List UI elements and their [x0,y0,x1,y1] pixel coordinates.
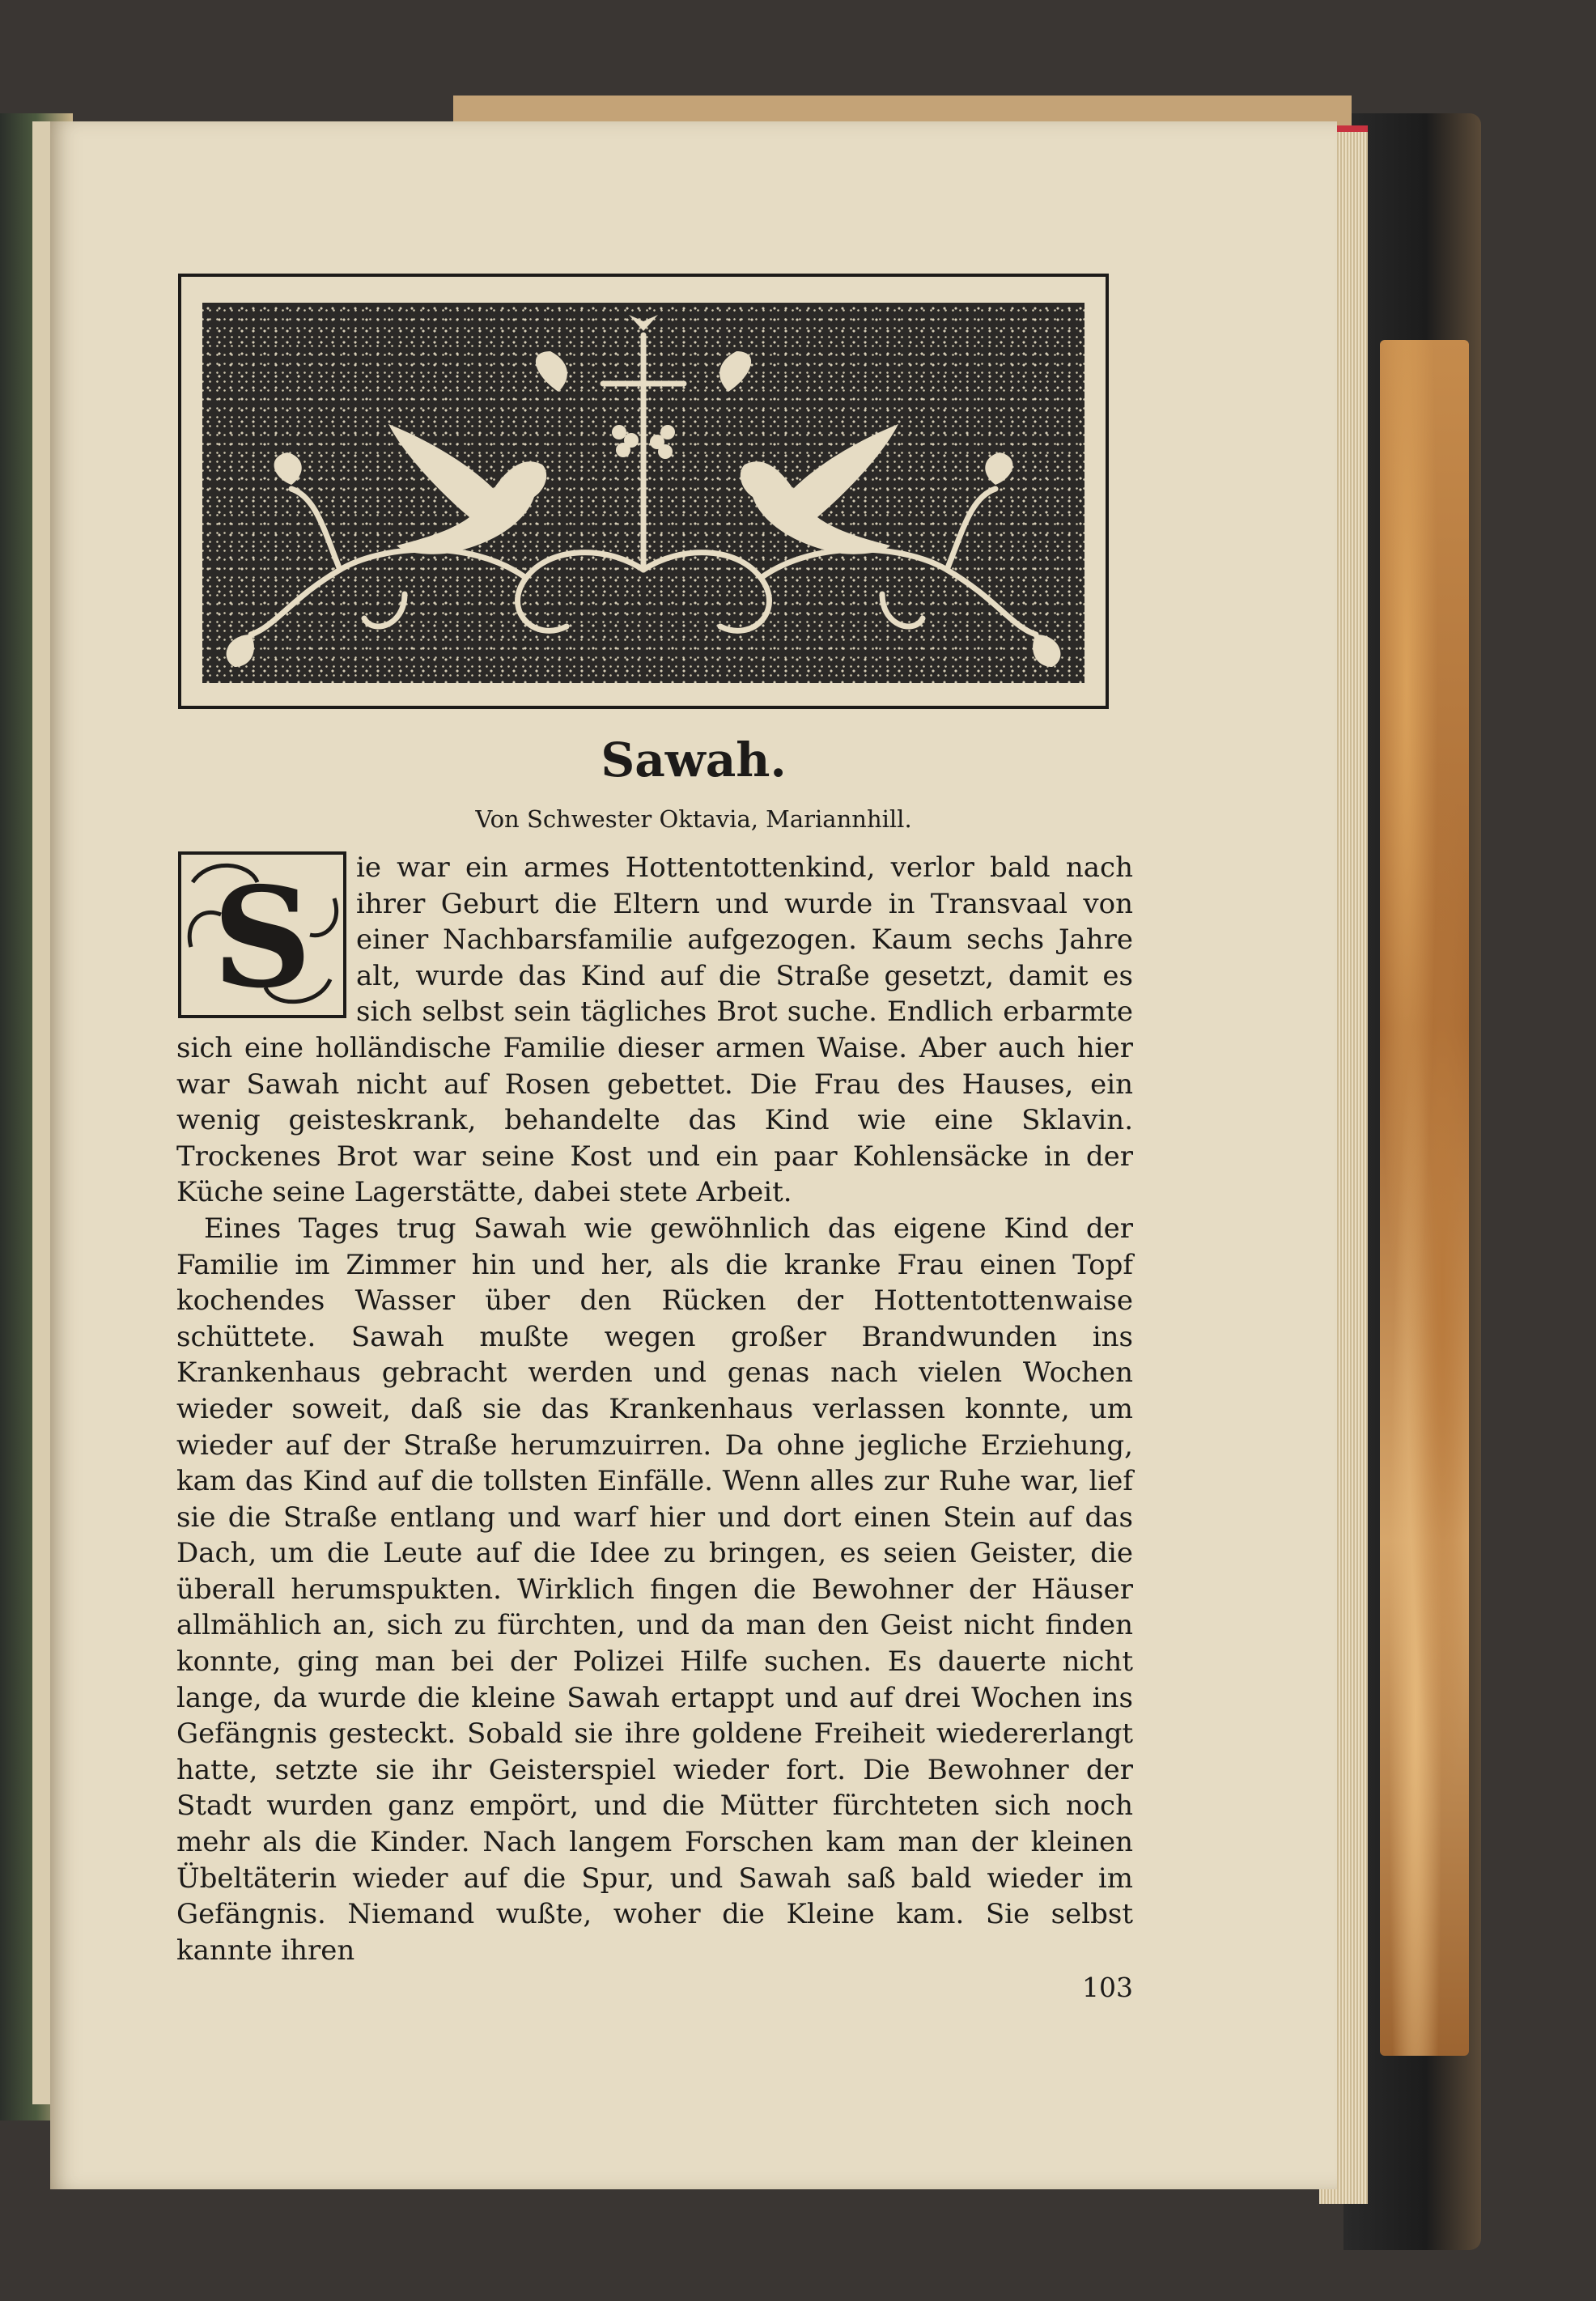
doves-and-cross-ornament [202,303,1085,683]
article-body [176,850,1133,1968]
marbled-cover [1380,340,1469,2056]
article-byline: Von Schwester Oktavia, Mariannhill. [475,805,912,833]
drop-cap-ornament [176,850,356,1020]
article-title: Sawah. [601,732,787,788]
paragraph-2: Eines Tages trug Sawah wie gewöhnlich das eigene Kind der Familie im Zimmer hin und her, als die kranke Frau einen Topf kochendes Wasser über den Rücken der Hottentottenwaise schüttete. Sawah mußte wegen großer Brandwunden ins Krankenhaus gebracht werden und genas nach vielen Wochen wieder soweit, daß sie das Krankenhaus verlassen konnte, um wieder auf der Straße herumzuirren. Da ohne jegliche Erziehung, kam das Kind auf die tollsten Einfälle. Wenn alles zur Ruhe war, lief sie die Straße entlang und warf hier und dort einen Stein auf das Dach, um die Leute auf die Idee zu bringen, es seien Geister, die überall herumspukten. Wirklich fingen die Bewohner der Häuser allmählich an, sich zu fürchten, und da man den Geist nicht finden konnte, ging man bei der Polizei Hilfe suchen. Es dauerte nicht lange, da wurde die kleine Sawah ertappt und auf drei Wochen ins Gefängnis gesteckt. Sobald sie ihre goldene Freiheit wiedererlangt hatte, setzte sie ihr Geisterspiel wieder fort. Die Bewohner der Stadt wurden ganz empört, und die Mütter fürchteten sich noch mehr als die Kinder. Nach langem Forschen kam man der kleinen Übeltäterin wieder auf die Spur, und Sawah saß bald wieder im Gefängnis. Niemand wußte, woher die Kleine kam. Sie selbst kannte ihren [176,1212,1133,1967]
illuminated-letter [176,850,348,1020]
paragraph-1: ie war ein armes Hottentottenkind, verlor bald nach ihrer Geburt die Eltern und wurde in Transvaal von einer Nachbarsfamilie aufgezogen. Kaum sechs Jahre alt, wurde das Kind auf die Straße gesetzt, damit es sich selbst sein tägliches Brot suche. Endlich erbarmte sich eine holländische Familie dieser armen Waise. Aber auch hier war Sawah nicht auf Rosen gebettet. Die Frau des Hauses, ein wenig geisteskrank, behandelte das Kind wie eine Sklavin. Trockenes Brot war seine Kost und ein paar Kohlensäcke in der Küche seine Lagerstätte, dabei stete Arbeit. [176,851,1133,1209]
drop-cap-letter: S [212,857,312,1019]
page-number: 103 [1082,1972,1133,2003]
headpiece-stipple-field [202,303,1085,683]
ornamental-headpiece [178,274,1109,709]
